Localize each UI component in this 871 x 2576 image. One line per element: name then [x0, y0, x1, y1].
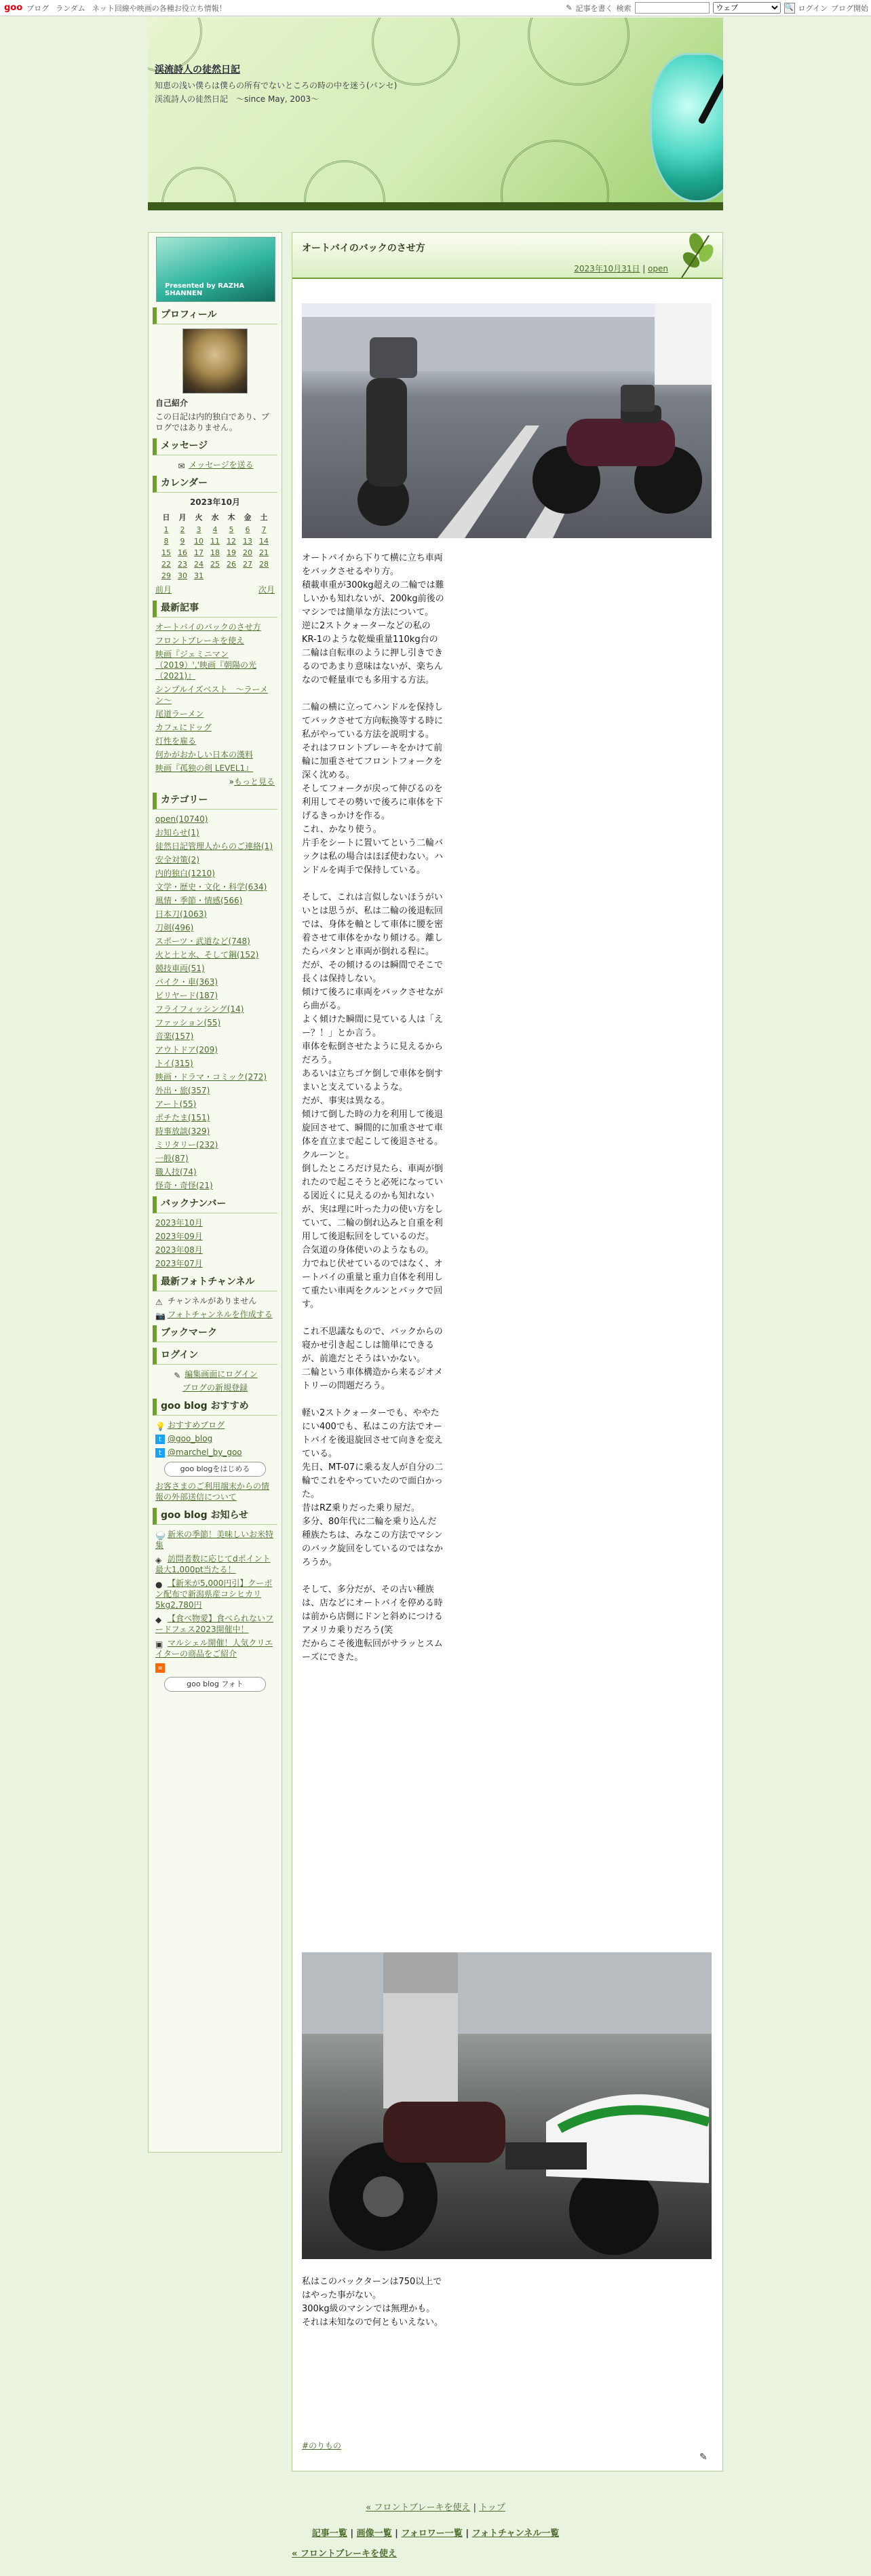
calendar-day[interactable]: 2: [180, 525, 185, 534]
category-item[interactable]: 職人技(74): [155, 1167, 197, 1177]
calendar-week: [158, 570, 272, 582]
calendar-day[interactable]: 17: [194, 548, 204, 557]
category-item[interactable]: 安全対策(2): [155, 855, 199, 865]
calendar-day[interactable]: 8: [163, 537, 169, 546]
calendar-week: [158, 524, 272, 535]
topbar-link-blog[interactable]: ブログ: [26, 3, 50, 13]
decor-circle: [161, 167, 236, 210]
profile-heading: プロフィール: [153, 307, 277, 324]
news-heading: goo blog お知らせ: [153, 1508, 277, 1525]
calendar-day[interactable]: 13: [243, 537, 252, 546]
calendar-day[interactable]: 19: [227, 548, 236, 557]
category-item[interactable]: 風情・季節・情感(566): [155, 896, 243, 905]
footer-prev: [0, 2546, 871, 2559]
calendar-table: [158, 510, 272, 582]
recent-more-link[interactable]: もっと見る: [233, 777, 275, 787]
send-message-link[interactable]: メッセージを送る: [189, 460, 254, 470]
category-item[interactable]: 外出・旅(357): [155, 1086, 210, 1095]
recommend-heading: goo blog おすすめ: [153, 1399, 277, 1416]
point-icon: ◈: [155, 1555, 162, 1565]
calendar-day[interactable]: 26: [227, 560, 236, 569]
twitter-icon: t: [155, 1448, 165, 1458]
category-item[interactable]: 火と土と水、そして鋼(152): [155, 950, 259, 960]
prev-entry-link[interactable]: « フロントブレーキを使え: [366, 2503, 471, 2513]
calendar-day[interactable]: 14: [259, 537, 269, 546]
recent-item[interactable]: カフェにドッグ: [155, 723, 212, 732]
category-item[interactable]: 文学・歴史・文化・科学(634): [155, 882, 267, 892]
category-item[interactable]: アウトドア(209): [155, 1045, 218, 1055]
decor-circle: [304, 160, 385, 210]
category-item[interactable]: 一般(87): [155, 1154, 189, 1163]
category-item[interactable]: 映画・ドラマ・コミック(272): [155, 1072, 267, 1082]
login-edit-link[interactable]: 編集画面にログイン: [185, 1369, 258, 1379]
photo-channel-heading: 最新フォトチャンネル: [153, 1274, 277, 1291]
calendar-day[interactable]: 21: [259, 548, 269, 557]
search-input[interactable]: [635, 2, 710, 14]
calendar-day[interactable]: 16: [178, 548, 187, 557]
calendar-day-empty: [223, 570, 239, 582]
pencil-icon: ✎: [174, 1370, 181, 1380]
entry-body: オートバイから下りて横に立ち車両をバックさせるやり方。 積載車重が300kg超えの二輪では難しいかも知れないが、200kg前後のマシンでは簡単な方法について。 逆に2ストクォーターなどの私のKR-1のような乾燥重量110kg台の二輪は自転車のように押し引きできるのであまり意味はないが、楽ちんなので軽量車でも多用する方法。 二輪の横に立ってハンドルを保持してバックさせて方向転換等する時に私がやっている方法を説明する。 それはフロントブレーキをかけて前輪に加重させてフロントフォークを深く沈める。 そしてフォークが戻って伸びるのを利用してその勢いで後ろに車体を下げるきっかけを作る。 これ、かなり使う。 片手をシートに置いてという二輪バックは私の場合はほぼ使わない。ハンドルを両手で保持している。 そして、これは言似しないほうがいいとは思うが、私は二輪の後退転回では、身体を軸として車体に腰を密着させて車体をかなり傾ける。離したらパタンと車両が倒れる程に。 だが、その傾けるのは瞬間でそこで長くは保持しない。 傾けて後ろに車両をバックさせながら曲がる。 よく傾けた瞬間に見ている人は「えー？！」とか言う。 車体を転倒させたように見えるからだろう。 あるいは立ちゴケ倒しで車体を倒すまいと支えているような。 だが、事実は異なる。 傾けて倒した時の力を利用して後退旋回させて、瞬間的に加重させて車体を直立まで起こして後退させる。クルーンと。 倒したところだけ見たら、車両が倒れたので起こそうと必死になっている図近くに見えるのかも知れないが、実は理に叶った力の使い方をしていて、二輪の倒れ込みと自重を利用して後退転回をしているのだ。 合気道の身体使いのようなもの。 力でねじ伏せているのではなく、オートバイの重量と重力自体を利用して重たい車両をクルンとバックで回す。 これ不思議なもので、バックからの寝かせ引き起こしは簡単にできるが、前進だとそうはいかない。 二輪という車体構造から来るジオメトリーの問題だろう。 軽い2ストクォーターでも、ややたにい400でも、私はこの方法でオートバイを後退旋回させて向きを変えている。 先日、MT-07に乗る友人が自分の二輪でこれをやっていたので面白かった。 昔はRZ乗りだった乗り屋だ。 多分、80年代に二輪を乗り込んだ種族たちは、みなこの方法でマシンのバック旋回をしているのではなかろうか。 そして、多分だが、その古い種族は、店などにオートバイを停める時は前から店側にドンと斜めにつけるアメリカ乗りだろう(笑 だからこそ後進転回がサラッとスムーズにできた。: [302, 553, 444, 1663]
category-item[interactable]: 徒然日記管理人からのご連絡(1): [155, 841, 273, 851]
goo-logo[interactable]: goo: [4, 3, 23, 13]
category-item[interactable]: 音楽(157): [155, 1031, 194, 1041]
twitter-link-marchel[interactable]: @marchel_by_goo: [168, 1447, 242, 1457]
topbar-link-info[interactable]: ネット回線や映画の各種お役立ち情報！: [92, 3, 227, 13]
edit-pencil-icon[interactable]: ✎: [699, 2452, 708, 2463]
category-item[interactable]: ポチたま(151): [155, 1113, 210, 1122]
bookmark-heading: ブックマーク: [153, 1325, 277, 1342]
category-item[interactable]: スポーツ・武道など(748): [155, 936, 250, 946]
topbar-link-random[interactable]: ランダム: [56, 3, 85, 13]
footer-prev-entry-link[interactable]: « フロントブレーキを使え: [292, 2549, 398, 2559]
photo-channel-create-link[interactable]: フォトチャンネルを作成する: [168, 1310, 273, 1319]
sidebar: Presented by RAZHA SHANNEN プロフィール 自己紹介 この日記は内的独白であり、ブログではありません。 メッセージ ✉ メッセージを送る カレンダー 2023年10月 日 月 火 水 木 金 土 1 2 3 4 5 6 7 8 9 10 11 12 13 14 15 16 17 18 19 20 21 22 23 24 25 26 27 28 29 30 31 前月 次月 最新記事 オートバイのバックのさせ方 フロントブレーキを使え 映画『ジェミニマン（2019）','映画『朝陽の光（2021)』 シンプルイズベスト ～ラーメン～ 尾道ラーメン カフェにドッグ 灯性を雇る 何かがおかしい日本の漢料 映画『孤独の剣 LEVEL1』 »もっと見る カテゴリー open(10740) お知らせ(1) 徒然日記管理人からのご連絡(1) 安全対策(2) 内的独白(1210) 文学・歴史・文化・科学(634) 風情・季節・情感(566) 日本刀(1063) 刀剣(496) スポーツ・武道など(748) 火と土と水、そして鋼(152) 競技車両(51) バイク・車(363) ビリヤード(187) フライフィッシング(14) ファッション(55) 音楽(157) アウトドア(209) トイ(315) 映画・ドラマ・コミック(272) 外出・旅(357) アート(55) ポチたま(151) 時事放談(329) ミリタリー(232) 一般(87) 職人技(74) 怪奇・奇怪(21) バックナンバー 2023年10月 2023年09月 2023年08月 2023年07月 最新フォトチャンネル ⚠ チャンネルがありません 📷 フォトチャンネルを作成する ブックマーク ログイン ✎ 編集画面にログイン ブログの新規登録 goo blog おすすめ 💡 おすすめブログ t @goo_blog t @marchel_by_goo goo blogをはじめる お客さまのご利用端末からの情報の外部送信について goo blog お知らせ 🍚 新米の季節！美味しいお米特集 ◈ 訪問者数に応じてdポイント最大1,000pt当たる！ ● 【新米が5,000円引】クーポン配布で新潟県産コシヒカリ5kg2,780円 ◆ 【食べ物愛】食べられないフードフェス2023開催中！ ▣ マルシェル開催！人気クリエイターの商品をご紹介 ≋ goo blog フォト: [148, 232, 282, 2153]
recent-item[interactable]: 何かがおかしい日本の漢料: [155, 750, 254, 759]
decor-circle: [528, 18, 630, 86]
calendar-day[interactable]: 4: [212, 525, 218, 534]
login-heading: ログイン: [153, 1348, 277, 1365]
category-item[interactable]: open(10740): [155, 814, 208, 824]
photo-channel-none: チャンネルがありません: [168, 1296, 257, 1306]
calendar-heading: カレンダー: [153, 476, 277, 493]
category-item[interactable]: バイク・車(363): [155, 977, 218, 987]
calendar-next-link[interactable]: 次月: [258, 585, 275, 594]
calendar-day[interactable]: 3: [196, 525, 201, 534]
category-item[interactable]: お知らせ(1): [155, 828, 199, 837]
entry-header: オートバイのバックのさせ方 2023年10月31日 | open: [292, 233, 722, 279]
calendar-day[interactable]: 28: [259, 560, 269, 569]
weekday-mon: 月: [178, 513, 187, 522]
write-article-link[interactable]: 記事を書く: [575, 3, 613, 13]
news-item[interactable]: 【食べ物愛】食べられないフードフェス2023開催中！: [155, 1614, 274, 1634]
calendar-day[interactable]: 23: [178, 560, 187, 569]
motorcycle-photo-1: [302, 303, 712, 538]
news-item[interactable]: マルシェル開催！人気クリエイターの商品をご紹介: [155, 1638, 273, 1659]
calendar-day[interactable]: 7: [261, 525, 267, 534]
motorcycle-photo-2: [302, 1952, 712, 2259]
entry-body-continued: 私はこのバックターンは750以上ではやった事がない。 300kg級のマシンでは無理かも。 それは未知なので何ともいえない。: [302, 2277, 444, 2328]
login-new-link[interactable]: ブログの新規登録: [182, 1383, 248, 1393]
coupon-icon: ●: [155, 1579, 163, 1589]
calendar-day[interactable]: 15: [161, 548, 171, 557]
calendar-day[interactable]: 11: [210, 537, 220, 546]
message-heading: メッセージ: [153, 438, 277, 455]
entry-container: [292, 232, 723, 2471]
camera-icon: 📷: [155, 1310, 166, 1321]
warning-icon: ⚠: [155, 1297, 163, 1307]
blog-title[interactable]: 渓流詩人の徒然日記: [155, 64, 240, 75]
envelope-icon: ✉: [178, 461, 185, 471]
calendar-day[interactable]: 18: [210, 548, 220, 557]
weekday-thu: 木: [227, 513, 235, 522]
category-heading: カテゴリー: [153, 793, 277, 810]
top-link[interactable]: トップ: [479, 2503, 505, 2513]
search-button[interactable]: 🔍: [784, 3, 795, 14]
calendar-day[interactable]: 29: [161, 571, 171, 580]
twitter-link-goo-blog[interactable]: @goo_blog: [168, 1434, 213, 1443]
blog-header: [148, 18, 723, 210]
category-item[interactable]: ビリヤード(187): [155, 991, 218, 1000]
calendar-month: 2023年10月: [189, 497, 241, 507]
calendar-day[interactable]: 9: [180, 537, 185, 546]
calendar-day[interactable]: 6: [245, 525, 250, 534]
footer-links: 記事一覧 | 画像一覧 | フォロワー一覧 | フォトチャンネル一覧: [311, 2528, 560, 2539]
goo-blog-photo-button[interactable]: goo blog フォト: [164, 1677, 266, 1692]
calendar-day[interactable]: 22: [161, 560, 171, 569]
twitter-icon: t: [155, 1435, 165, 1444]
recent-item[interactable]: 映画『ジェミニマン（2019）','映画『朝陽の光（2021)』: [155, 649, 256, 681]
profile-intro-label: 自己紹介: [155, 398, 189, 408]
rss-icon[interactable]: ≋: [155, 1663, 165, 1673]
calendar-day[interactable]: 20: [243, 548, 252, 557]
backnumber-item[interactable]: 2023年08月: [155, 1245, 203, 1255]
recent-item[interactable]: フロントブレーキを使え: [155, 636, 245, 645]
pencil-icon: ✎: [566, 3, 573, 12]
blog-description: 知恵の浅い僕らは僕らの所有でないところの時の中を迷う(パンセ) 渓流詩人の徒然日記 ～since May, 2003～: [155, 81, 406, 104]
category-item[interactable]: ファッション(55): [155, 1018, 221, 1027]
entry-pager: « フロントブレーキを使え | トップ: [366, 2503, 505, 2513]
category-list: [149, 814, 282, 1191]
calendar-day[interactable]: 10: [194, 537, 204, 546]
backnumber-item[interactable]: 2023年10月: [155, 1218, 203, 1228]
recent-item[interactable]: シンプルイズベスト ～ラーメン～: [155, 685, 268, 705]
calendar-day[interactable]: 25: [210, 560, 220, 569]
calendar-week: [158, 547, 272, 558]
footer-link-photo-channels[interactable]: フォトチャンネル一覧: [471, 2528, 560, 2539]
calendar-day[interactable]: 5: [229, 525, 234, 534]
search-label: 検索: [616, 3, 632, 13]
weekday-sat: 土: [260, 513, 268, 522]
dessert-glass-image: [650, 53, 723, 202]
rice-icon: 🍚: [155, 1530, 166, 1540]
category-item[interactable]: 内的独白(1210): [155, 869, 215, 878]
category-item[interactable]: 時事放談(329): [155, 1126, 210, 1136]
calendar-day[interactable]: 30: [178, 571, 187, 580]
footer-link-images[interactable]: 画像一覧: [356, 2528, 392, 2539]
category-item[interactable]: 競技車両(51): [155, 964, 205, 973]
calendar-week: [158, 535, 272, 547]
blog-start-link[interactable]: ブログ開始: [831, 3, 868, 13]
category-item[interactable]: 怪奇・奇怪(21): [155, 1181, 213, 1190]
footer-link-articles[interactable]: 記事一覧: [311, 2528, 347, 2539]
terms-link[interactable]: お客さまのご利用端末からの情報の外部送信について: [155, 1481, 270, 1502]
calendar-day-empty: [207, 570, 223, 582]
avatar: [182, 328, 248, 394]
recent-item[interactable]: オートバイのバックのさせ方: [155, 622, 261, 632]
entry-title: オートバイのバックのさせ方: [302, 243, 425, 254]
footer-link-followers[interactable]: フォロワー一覧: [401, 2528, 463, 2539]
recent-item[interactable]: 灯性を雇る: [155, 736, 197, 746]
search-scope-select[interactable]: [713, 2, 781, 14]
backnumber-item[interactable]: 2023年09月: [155, 1232, 203, 1241]
news-item[interactable]: 訪問者数に応じてdポイント最大1,000pt当たる！: [155, 1554, 271, 1574]
bulb-icon: 💡: [155, 1421, 166, 1431]
calendar-day-empty: [239, 570, 256, 582]
calendar-day[interactable]: 27: [243, 560, 252, 569]
category-item[interactable]: 刀剣(496): [155, 923, 194, 932]
decor-circle: [372, 18, 460, 86]
calendar-day[interactable]: 24: [194, 560, 204, 569]
weekday-wed: 水: [211, 513, 219, 522]
category-item[interactable]: 日本刀(1063): [155, 909, 207, 919]
recent-item[interactable]: 尾道ラーメン: [155, 709, 204, 719]
weekday-tue: 火: [195, 513, 203, 522]
sidebar-banner-image: [156, 237, 275, 302]
entry-tag[interactable]: #のりもの: [302, 2441, 342, 2450]
top-bar: [0, 0, 871, 16]
leaf-icon: [675, 230, 718, 279]
topbar-right: [566, 2, 868, 14]
category-item[interactable]: アート(55): [155, 1099, 197, 1109]
backnumber-heading: バックナンバー: [153, 1196, 277, 1213]
entry-date-link[interactable]: 2023年10月31日: [574, 264, 640, 273]
start-goo-blog-button[interactable]: goo blogをはじめる: [164, 1462, 266, 1477]
food-icon: ◆: [155, 1614, 162, 1625]
calendar-weekdays: [158, 510, 272, 524]
calendar-day-empty: [256, 570, 272, 582]
backnumber-item[interactable]: 2023年07月: [155, 1259, 203, 1268]
entry-category-link[interactable]: open: [648, 264, 668, 273]
calendar-prev-link[interactable]: 前月: [155, 585, 172, 594]
news-item[interactable]: 【新米が5,000円引】クーポン配布で新潟県産コシヒカリ5kg2,780円: [155, 1578, 273, 1610]
market-icon: ▣: [155, 1639, 163, 1649]
profile-intro: この日記は内的独白であり、ブログではありません。: [155, 412, 270, 432]
category-item[interactable]: トイ(315): [155, 1059, 193, 1068]
category-item[interactable]: ミリタリー(232): [155, 1140, 218, 1150]
recent-heading: 最新記事: [153, 601, 277, 618]
news-item[interactable]: 新米の季節！美味しいお米特集: [155, 1530, 274, 1550]
sidebar-banner-caption: Presented by RAZHA SHANNEN: [165, 282, 245, 297]
calendar-week: [158, 558, 272, 570]
calendar-day[interactable]: 12: [227, 537, 236, 546]
decor-circle: [501, 140, 609, 210]
weekday-fri: 金: [244, 513, 252, 522]
weekday-sun: 日: [162, 513, 170, 522]
recent-item[interactable]: 映画『孤独の剣 LEVEL1』: [155, 763, 254, 773]
recommend-blog-link[interactable]: おすすめブログ: [168, 1420, 225, 1430]
category-item[interactable]: フライフィッシング(14): [155, 1004, 244, 1014]
calendar-day[interactable]: 31: [194, 571, 204, 580]
login-link[interactable]: ログイン: [798, 3, 828, 13]
calendar-day[interactable]: 1: [163, 525, 169, 534]
